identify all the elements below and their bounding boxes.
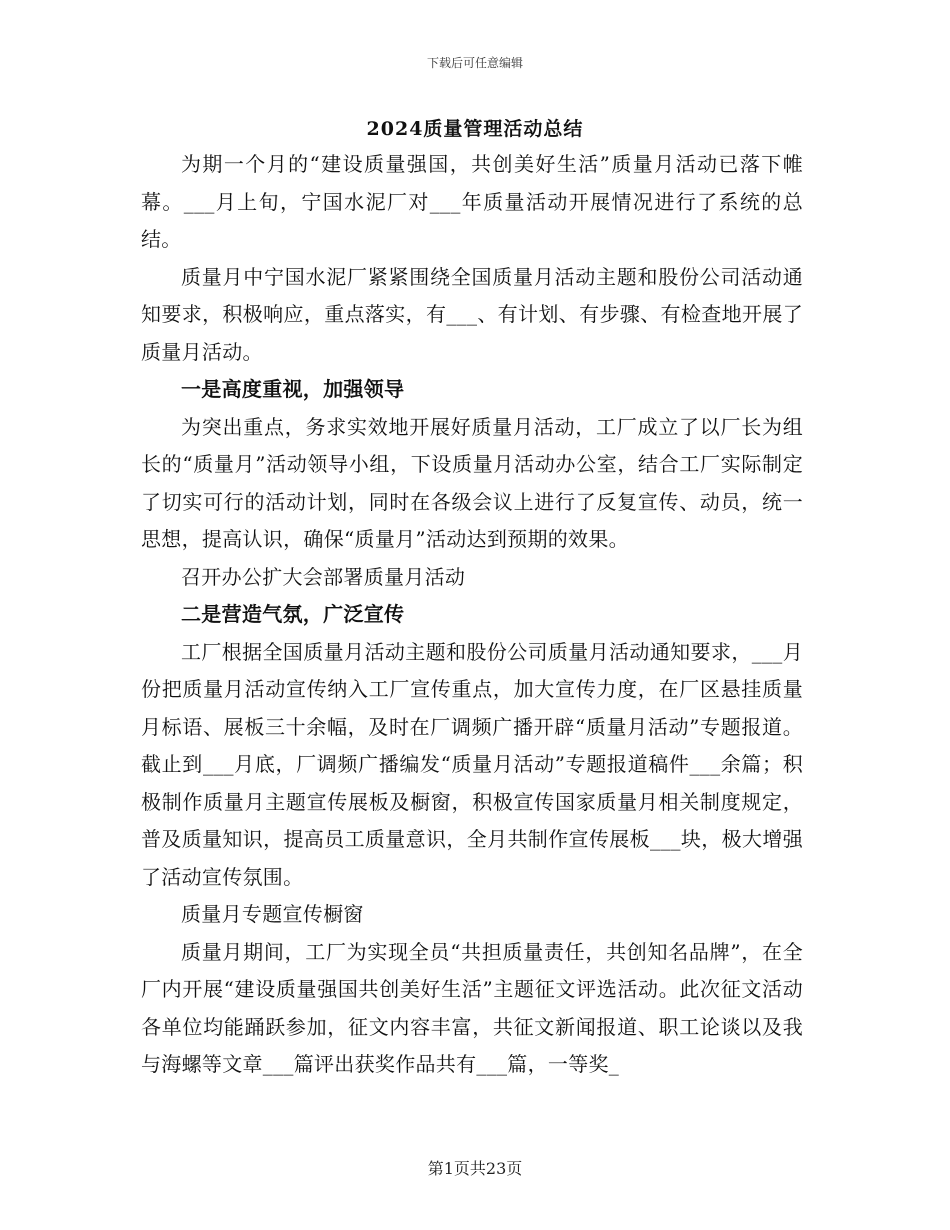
paragraph-essay-contest: 质量月期间，工厂为实现全员“共担质量责任，共创知名品牌”，在全厂内开展“建设质量强国共创美好生活”主题征文评选活动。此次征文活动各单位均能踊跃参加，征文内容丰富，共征文新闻报道、职工论谈以及我与海螺等文章___篇评出获奖作品共有___篇，一等奖_	[141, 939, 803, 1076]
photo-caption-meeting: 召开办公扩大会部署质量月活动	[181, 564, 466, 589]
document-title: 2024质量管理活动总结	[366, 118, 584, 140]
page-footer-number: 第1页共23页	[427, 1159, 523, 1178]
paragraph-publicity: 工厂根据全国质量月活动主题和股份公司质量月活动通知要求，___月份把质量月活动宣传纳入工厂宣传重点，加大宣传力度，在厂区悬挂质量月标语、展板三十余幅，及时在厂调频广播开辟“质量月活动”专题报道。截止到___月底，厂调频广播编发“质量月活动”专题报道稿件___余篇；积极制作质量月主题宣传展板及橱窗，积极宣传国家质量月相关制度规定，普及质量知识，提高员工质量意识，全月共制作宣传展板___块，极大增强了活动宣传氛围。	[141, 639, 803, 889]
paragraph-leadership: 为突出重点，务求实效地开展好质量月活动，工厂成立了以厂长为组长的“质量月”活动领导小组，下设质量月活动办公室，结合工厂实际制定了切实可行的活动计划，同时在各级会议上进行了反复宣传、动员，统一思想，提高认识，确保“质量月”活动达到预期的效果。	[141, 414, 803, 551]
paragraph-intro: 为期一个月的“建设质量强国，共创美好生活”质量月活动已落下帷幕。___月上旬，宁国水泥厂对___年质量活动开展情况进行了系统的总结。	[141, 152, 803, 251]
page-header-note: 下载后可任意编辑	[426, 56, 523, 70]
section-heading-publicity: 二是营造气氛，广泛宣传	[181, 602, 405, 626]
section-heading-leadership: 一是高度重视，加强领导	[181, 377, 405, 401]
document-body	[141, 146, 803, 1084]
photo-caption-window: 质量月专题宣传橱窗	[181, 902, 364, 926]
paragraph-overview: 质量月中宁国水泥厂紧紧围绕全国质量月活动主题和股份公司活动通知要求，积极响应，重点落实，有___、有计划、有步骤、有检查地开展了质量月活动。	[141, 264, 803, 364]
